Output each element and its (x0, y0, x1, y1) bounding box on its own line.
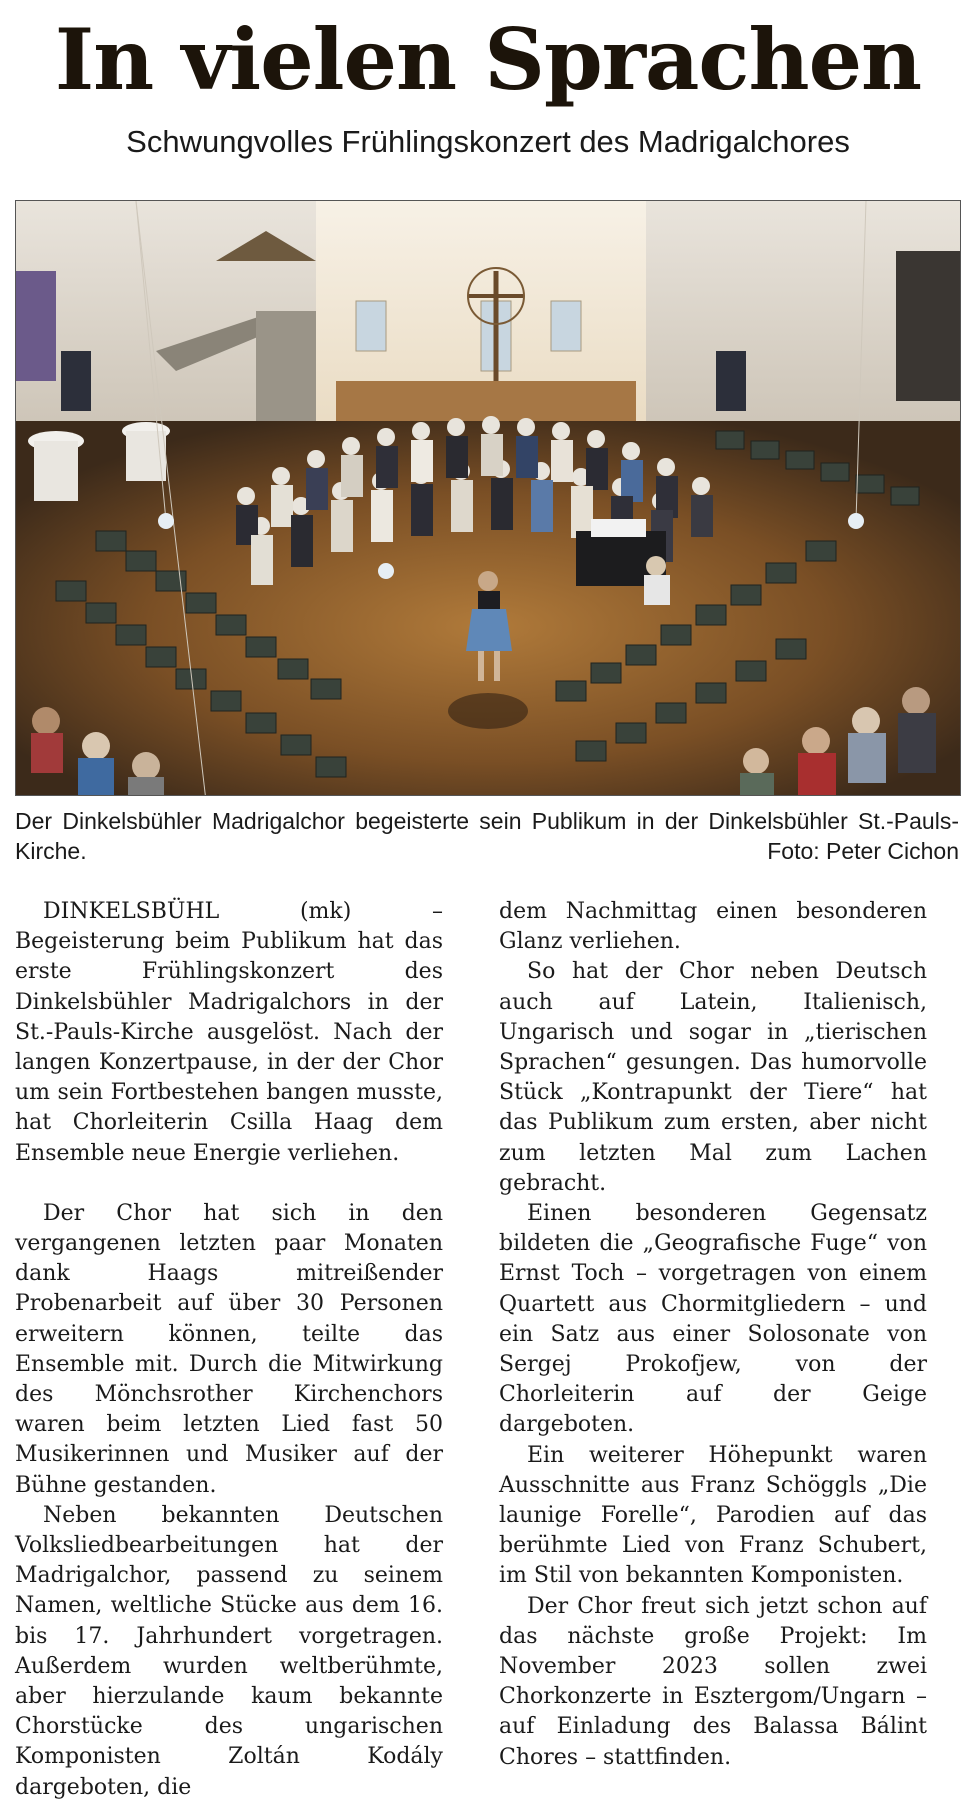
article-column-2 (499, 897, 927, 1773)
paragraph: Der Chor hat sich in den vergangenen letzten paar Monaten dank Haags mitreißender Probenarbeit auf über 30 Personen erweitern können, teilte das Ensemble mit. Durch die Mitwirkung des Mönchsrother Kirchenchors waren beim letzten Lied fast 50 Musikerinnen und Musiker auf der Bühne gestanden. (15, 1200, 443, 1498)
concert-photo (15, 200, 961, 796)
headline: In vielen Sprachen (54, 10, 922, 109)
paragraph: dem Nachmittag einen besonderen Glanz verliehen. (499, 899, 927, 955)
paragraph: So hat der Chor neben Deutsch auch auf Latein, Italienisch, Ungarisch und sogar in „tierischen Sprachen“ gesungen. Das humorvolle Stück „Kontrapunkt der Tiere“ hat das Publikum zum ersten, aber nicht zum letzten Mal zum Lachen gebracht. (499, 959, 927, 1196)
photo-caption: Der Dinkelsbühler Madrigalchor begeisterte sein Publikum in der Dinkelsbühler St.-Pauls-Kirche. (15, 808, 959, 864)
article-column-1 (15, 897, 443, 1803)
paragraph: DINKELSBÜHL (mk) – Begeisterung beim Publikum hat das erste Frühlingskonzert des Dinkelsbühler Madrigalchors in der St.-Pauls-Kirche ausgelöst. Nach der langen Konzertpause, in der der Chor um sein Fortbestehen bangen musste, hat Chorleiterin Csilla Haag dem Ensemble neue Energie verliehen. (15, 899, 443, 1166)
paragraph: Ein weiterer Höhepunkt waren Ausschnitte aus Franz Schöggls „Die launige Forelle“, Parodien auf das berühmte Lied von Franz Schubert, im Stil von bekannten Komponisten. (499, 1442, 927, 1589)
paragraph: Einen besonderen Gegensatz bildeten die „Geografische Fuge“ von Ernst Toch – vorgetragen von einem Quartett aus Chormitgliedern – und ein Satz aus einer Solosonate von Sergej Prokofjew, von der Chorleiterin auf der Geige dargeboten. (499, 1201, 927, 1438)
subheadline: Schwungvolles Frühlingskonzert des Madrigalchores (126, 124, 850, 159)
paragraph: Neben bekannten Deutschen Volksliedbearbeitungen hat der Madrigalchor, passend zu seinem Namen, weltliche Stücke aus dem 16. bis 17. Jahrhundert vorgetragen. Außerdem wurden weltberühmte, aber hierzulande kaum bekannte Chorstücke des ungarischen Komponisten Zoltán Kodály dargeboten, die (15, 1502, 443, 1800)
paragraph: Der Chor freut sich jetzt schon auf das nächste große Projekt: Im November 2023 sollen zwei Chorkonzerte in Esztergom/Ungarn – auf Einladung des Balassa Bálint Chores – stattfinden. (499, 1593, 927, 1770)
photo-credit: Foto: Peter Cichon (767, 838, 959, 864)
